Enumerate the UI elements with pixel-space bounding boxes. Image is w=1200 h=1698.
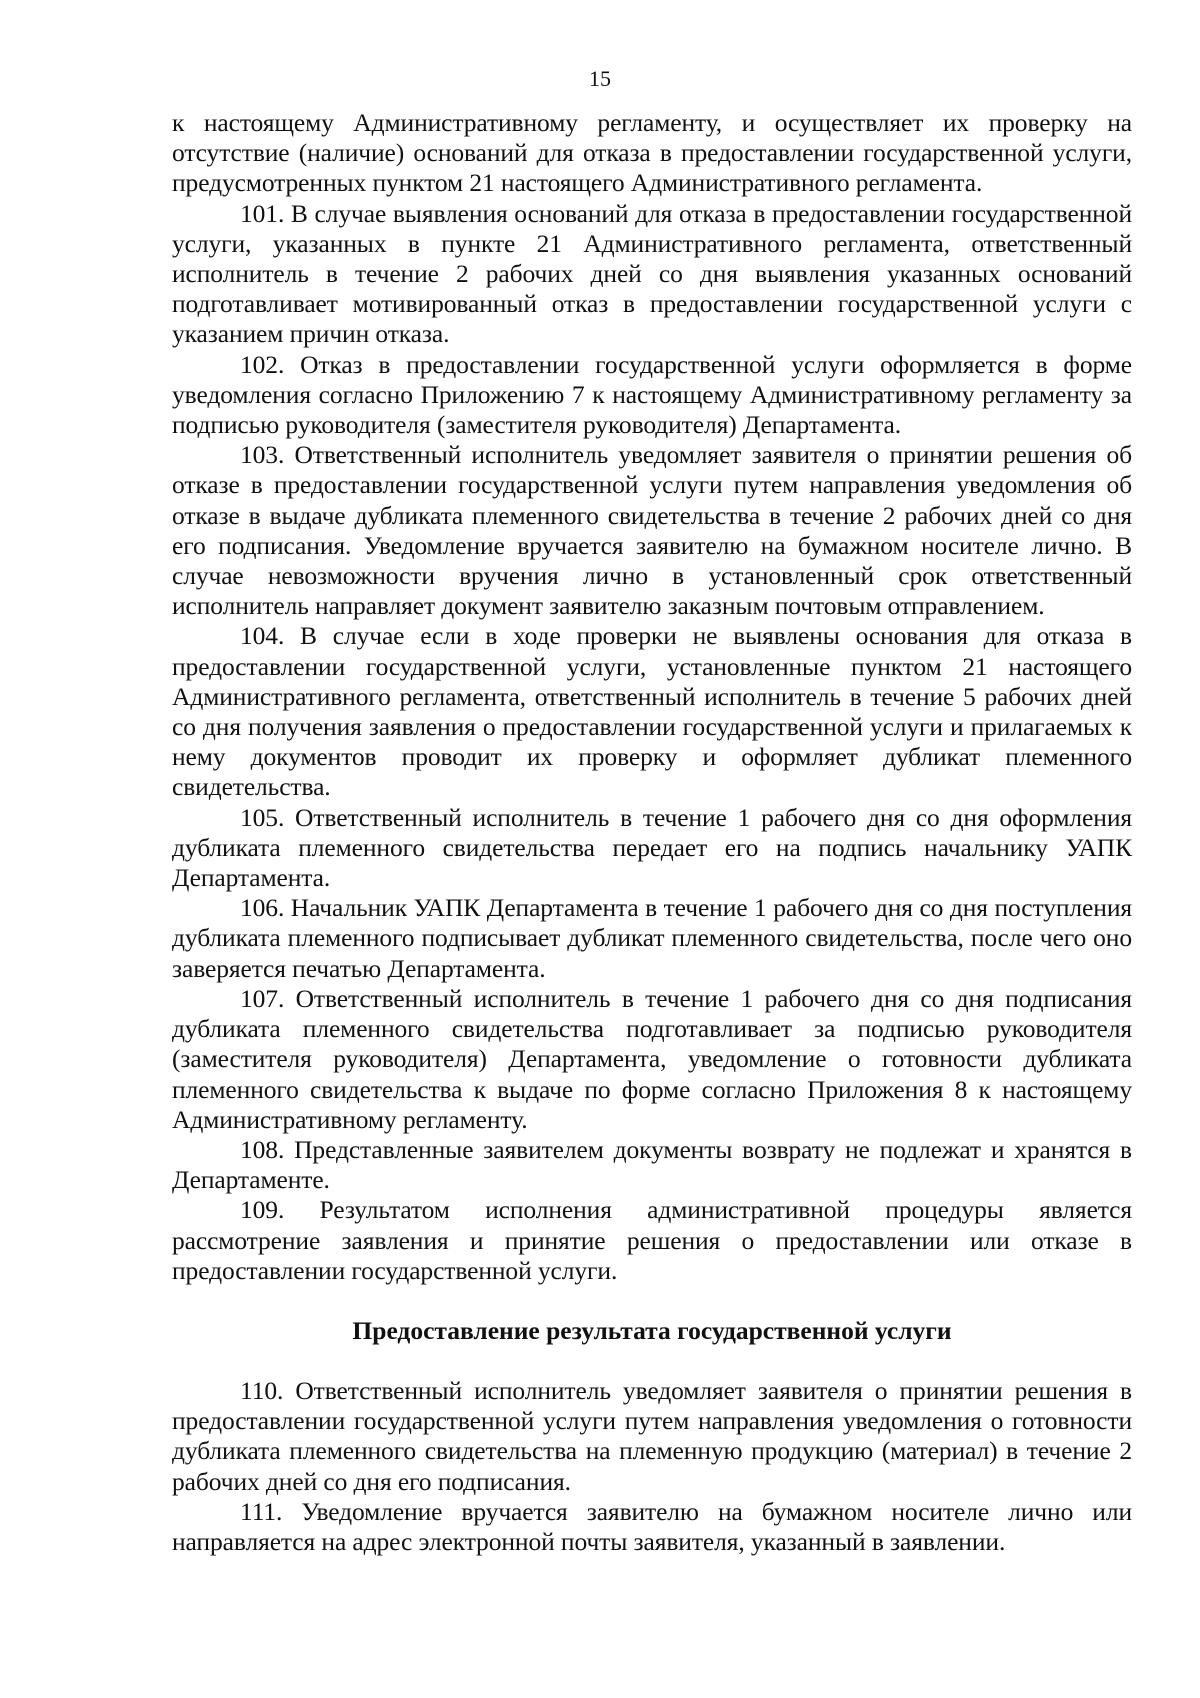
paragraph-111: 111. Уведомление вручается заявителю на бумажном носителе лично или направляется на адрес электронной почты заявителя, указанный в заявлении. bbox=[172, 1496, 1132, 1556]
paragraph-110: 110. Ответственный исполнитель уведомляет заявителя о принятии решения в предоставлении государственной услуги путем направления уведомления о готовности дубликата племенного свидетельства на племенную продукцию (материал) в течение 2 рабочих дней со дня его подписания. bbox=[172, 1375, 1132, 1496]
paragraph-107: 107. Ответственный исполнитель в течение 1 рабочего дня со дня подписания дубликата племенного свидетельства подготавливает за подписью руководителя (заместителя руководителя) Департамента, уведомление о готовности дубликата племенного свидетельства к выдаче по форме согласно Приложения 8 к настоящему Административному регламенту. bbox=[172, 983, 1132, 1134]
paragraph-103: 103. Ответственный исполнитель уведомляет заявителя о принятии решения об отказе в предоставлении государственной услуги путем направления уведомления об отказе в выдаче дубликата племенного свидетельства в течение 2 рабочих дней со дня его подписания. Уведомление вручается заявителю на бумажном носителе лично. В случае невозможности вручения лично в установленный срок ответственный исполнитель направляет документ заявителю заказным почтовым отправлением. bbox=[172, 440, 1132, 621]
paragraph-108: 108. Представленные заявителем документы возврату не подлежат и хранятся в Департаменте. bbox=[172, 1134, 1132, 1195]
page-number: 15 bbox=[589, 66, 611, 91]
paragraph-109: 109. Результатом исполнения административной процедуры является рассмотрение заявления и принятие решения о предоставлении или отказе в предоставлении государственной услуги. bbox=[172, 1195, 1132, 1285]
document-body bbox=[172, 108, 1132, 1557]
paragraph-104: 104. В случае если в ходе проверки не выявлены основания для отказа в предоставлении государственной услуги, установленные пунктом 21 настоящего Административного регламента, ответственный исполнитель в течение 5 рабочих дней со дня получения заявления о предоставлении государственной услуги и прилагаемых к нему документов проводит их проверку и оформляет дубликат племенного свидетельства. bbox=[172, 621, 1132, 802]
paragraph-106: 106. Начальник УАПК Департамента в течение 1 рабочего дня со дня поступления дубликата племенного подписывает дубликат племенного свидетельства, после чего оно заверяется печатью Департамента. bbox=[172, 893, 1132, 983]
paragraph-105: 105. Ответственный исполнитель в течение 1 рабочего дня со дня оформления дубликата племенного свидетельства передает его на подпись начальнику УАПК Департамента. bbox=[172, 802, 1132, 893]
section-heading: Предоставление результата государственной услуги bbox=[352, 1315, 952, 1345]
paragraph-continuation: к настоящему Административному регламенту, и осуществляет их проверку на отсутствие (наличие) оснований для отказа в предоставлении государственной услуги, предусмотренных пунктом 21 настоящего Административного регламента. bbox=[172, 108, 1132, 198]
paragraph-101: 101. В случае выявления оснований для отказа в предоставлении государственной услуги, указанных в пункте 21 Административного регламента, ответственный исполнитель в течение 2 рабочих дней со дня выявления указанных оснований подготавливает мотивированный отказ в предоставлении государственной услуги с указанием причин отказа. bbox=[172, 198, 1132, 349]
paragraph-102: 102. Отказ в предоставлении государственной услуги оформляется в форме уведомления согласно Приложению 7 к настоящему Административному регламенту за подписью руководителя (заместителя руководителя) Департамента. bbox=[172, 349, 1132, 440]
